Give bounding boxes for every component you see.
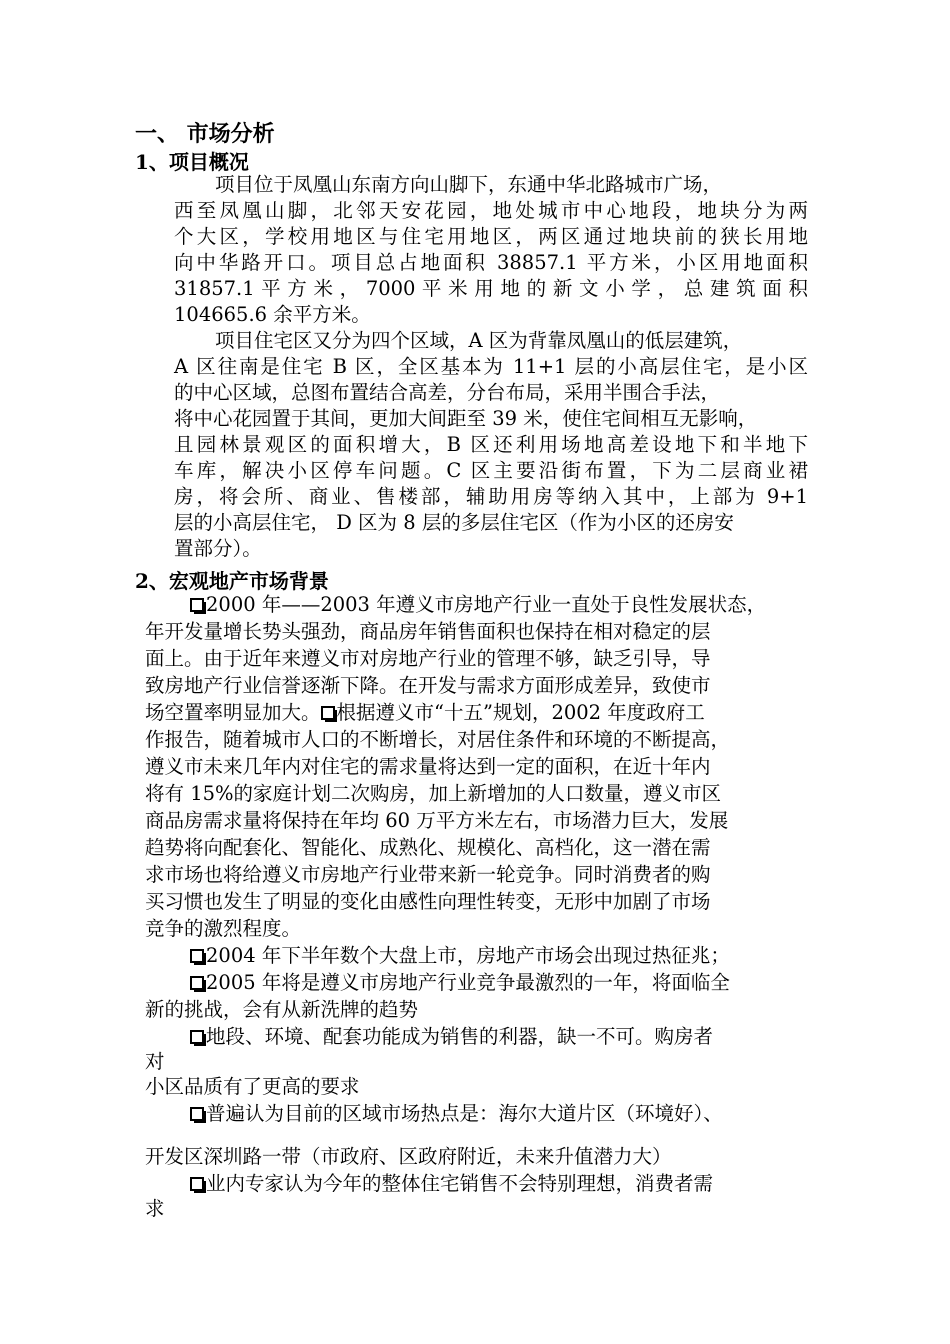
- paragraph-line: 31857.1 平 方 米 ， 7000 平 米 用 地 的 新 文 小 学 ， 总 建 筑 面 积: [174, 277, 808, 300]
- paragraph-text: 场空置率明显加大。: [145, 701, 321, 724]
- paragraph-line: [145, 700, 705, 726]
- bullet-line: [190, 592, 766, 618]
- paragraph-line: 的中心区域，总图布置结合高差，分台布局，采用半围合手法，: [174, 381, 721, 404]
- paragraph-text: 根据遵义市“十五”规划，2002 年度政府工: [336, 701, 705, 724]
- bullet-line: [190, 970, 730, 996]
- paragraph-line: 置部分）。: [174, 537, 262, 560]
- paragraph-text: 2000 年——2003 年遵义市房地产行业一直处于良性发展状态，: [206, 593, 767, 616]
- paragraph-line: 买习惯也发生了明显的变化由感性向理性转变，无形中加剧了市场: [145, 890, 711, 913]
- paragraph-line: 104665.6 余平方米。: [174, 303, 371, 326]
- checkbox-bullet-icon: [321, 706, 335, 720]
- paragraph-text: 2004 年下半年数个大盘上市，房地产市场会出现过热征兆；: [206, 944, 730, 967]
- paragraph-line: 开发区深圳路一带（市政府、区政府附近，未来升值潜力大）: [145, 1145, 672, 1168]
- paragraph-line: A 区往南是住宅 B 区，全区基本为 11+1 层的小高层住宅，是小区: [174, 355, 808, 378]
- paragraph-line: 项目住宅区又分为四个区域，A 区为背靠凤凰山的低层建筑，: [215, 329, 743, 352]
- paragraph-line: 遵义市未来几年内对住宅的需求量将达到一定的面积，在近十年内: [145, 755, 711, 778]
- bullet-line: [190, 943, 730, 969]
- paragraph-line: 求: [145, 1197, 165, 1220]
- bullet-line: [190, 1024, 713, 1050]
- checkbox-bullet-icon: [190, 976, 204, 990]
- paragraph-line: 车库，解决小区停车问题。C 区主要沿街布置，下为二层商业裙: [174, 459, 808, 482]
- checkbox-bullet-icon: [190, 949, 204, 963]
- paragraph-line: 作报告，随着城市人口的不断增长，对居住条件和环境的不断提高，: [145, 728, 731, 751]
- paragraph-line: 趋势将向配套化、智能化、成熟化、规模化、高档化，这一潜在需: [145, 836, 711, 859]
- paragraph-line: 向中华路开口。项目总占地面积 38857.1 平方米，小区用地面积: [174, 251, 808, 274]
- section-heading-market-analysis: 一、 市场分析: [135, 121, 275, 147]
- paragraph-line: 商品房需求量将保持在年均 60 万平方米左右，市场潜力巨大，发展: [145, 809, 729, 832]
- checkbox-bullet-icon: [190, 1177, 204, 1191]
- paragraph-text: 地段、环境、配套功能成为销售的利器，缺一不可。购房者: [206, 1025, 714, 1048]
- paragraph-text: 2005 年将是遵义市房地产行业竞争最激烈的一年，将面临全: [206, 971, 730, 994]
- paragraph-line: 且园林景观区的面积增大，B 区还利用场地高差设地下和半地下: [174, 433, 808, 456]
- paragraph-line: 竞争的激烈程度。: [145, 917, 302, 940]
- paragraph-line: 面上。由于近年来遵义市对房地产行业的管理不够，缺乏引导，导: [145, 647, 711, 670]
- bullet-line: [190, 1171, 713, 1197]
- checkbox-bullet-icon: [190, 1030, 204, 1044]
- paragraph-text: 业内专家认为今年的整体住宅销售不会特别理想，消费者需: [206, 1172, 714, 1195]
- paragraph-line: 致房地产行业信誉逐渐下降。在开发与需求方面形成差异，致使市: [145, 674, 711, 697]
- paragraph-line: 将有 15%的家庭计划二次购房，加上新增加的人口数量，遵义市区: [145, 782, 722, 805]
- paragraph-line: 西至凤凰山脚，北邻天安花园，地处城市中心地段，地块分为两: [174, 199, 808, 222]
- paragraph-line: 对: [145, 1050, 165, 1073]
- paragraph-text: 普遍认为目前的区域市场热点是：海尔大道片区（环境好）、: [206, 1102, 723, 1125]
- bullet-line: [190, 1101, 723, 1127]
- paragraph-line: 年开发量增长势头强劲，商品房年销售面积也保持在相对稳定的层: [145, 620, 711, 643]
- paragraph-line: 小区品质有了更高的要求: [145, 1075, 360, 1098]
- paragraph-line: 房，将会所、商业、售楼部，辅助用房等纳入其中，上部为 9+1: [174, 485, 808, 508]
- paragraph-line: 项目位于凤凰山东南方向山脚下，东通中华北路城市广场，: [215, 173, 723, 196]
- subheading-project-overview: 1、项目概况: [135, 150, 249, 174]
- paragraph-line: 将中心花园置于其间，更加大间距至 39 米，使住宅间相互无影响，: [174, 407, 758, 430]
- checkbox-bullet-icon: [190, 598, 204, 612]
- subheading-macro-market: 2、宏观地产市场背景: [135, 569, 329, 593]
- paragraph-line: 新的挑战，会有从新洗牌的趋势: [145, 998, 419, 1021]
- paragraph-line: 个大区，学校用地区与住宅用地区，两区通过地块前的狭长用地: [174, 225, 808, 248]
- checkbox-bullet-icon: [190, 1107, 204, 1121]
- paragraph-line: 层的小高层住宅， D 区为 8 层的多层住宅区（作为小区的还房安: [174, 511, 734, 534]
- paragraph-line: 求市场也将给遵义市房地产行业带来新一轮竞争。同时消费者的购: [145, 863, 711, 886]
